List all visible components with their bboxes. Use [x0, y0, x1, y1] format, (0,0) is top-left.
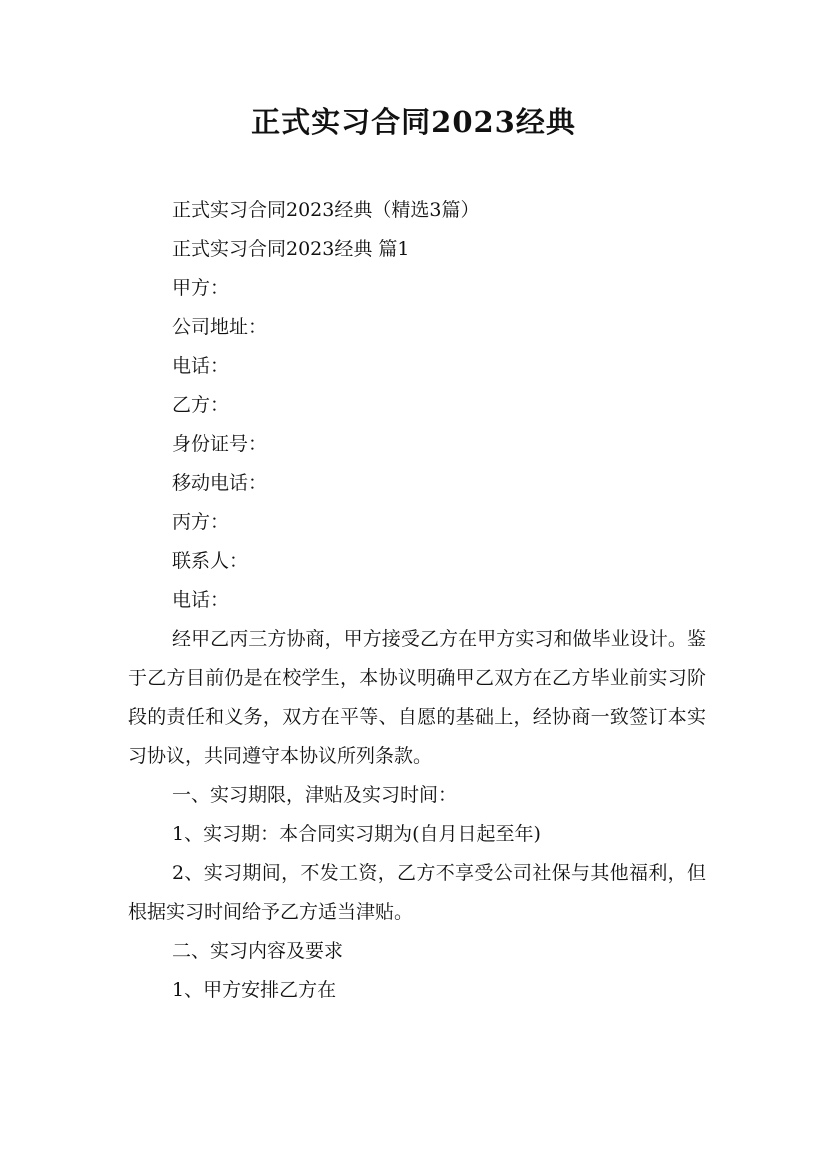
- mobile-phone-label: 移动电话：: [172, 472, 268, 494]
- section-2-heading: 二、实习内容及要求: [172, 940, 344, 962]
- document-title: 正式实习合同2023经典: [251, 105, 576, 139]
- party-c-label: 丙方：: [172, 511, 230, 533]
- party-a-label: 甲方：: [172, 277, 230, 299]
- subtitle-line: 正式实习合同2023经典（精选3篇）: [172, 199, 480, 221]
- party-b-label: 乙方：: [172, 394, 230, 416]
- contact-person-label: 联系人：: [172, 550, 249, 572]
- section-1-item-1: 1、实习期：本合同实习期为(自月日起至年): [172, 823, 541, 845]
- section-1-heading: 一、实习期限，津贴及实习时间：: [172, 784, 458, 806]
- id-number-label: 身份证号：: [172, 433, 268, 455]
- section-2-item-1: 1、甲方安排乙方在: [172, 979, 337, 1001]
- section-1-item-2: 2、实习期间，不发工资，乙方不享受公司社保与其他福利，但根据实习时间给予乙方适当津贴。: [128, 862, 706, 923]
- document-body: [128, 191, 706, 1010]
- part-heading: 正式实习合同2023经典 篇1: [172, 238, 410, 260]
- company-address-label: 公司地址：: [172, 316, 268, 338]
- phone-label-a: 电话：: [172, 355, 230, 377]
- intro-paragraph: 经甲乙丙三方协商，甲方接受乙方在甲方实习和做毕业设计。鉴于乙方目前仍是在校学生，本协议明确甲乙双方在乙方毕业前实习阶段的责任和义务，双方在平等、自愿的基础上，经协商一致签订本实习协议，共同遵守本协议所列条款。: [128, 628, 706, 767]
- phone-label-c: 电话：: [172, 589, 230, 611]
